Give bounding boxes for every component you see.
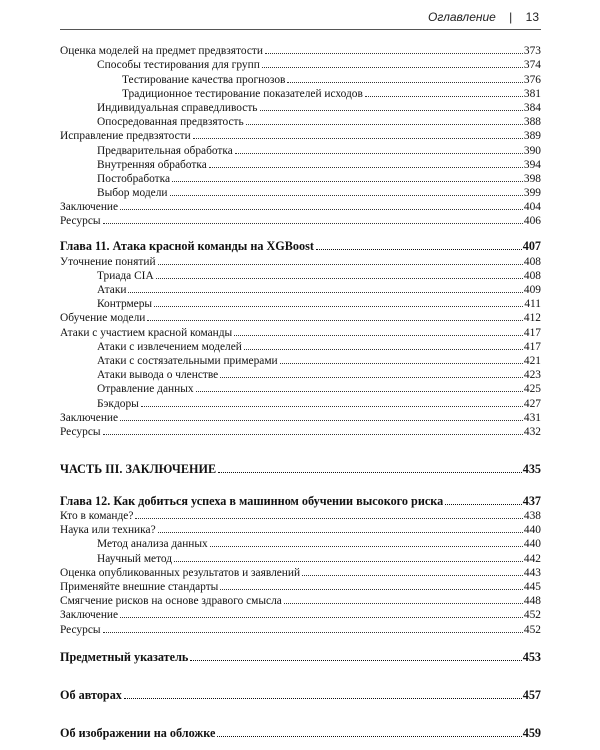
toc-page-number: 394 bbox=[523, 158, 541, 171]
toc-leader bbox=[316, 233, 522, 250]
toc-page-number: 453 bbox=[522, 649, 541, 664]
toc-leader bbox=[158, 249, 523, 264]
toc-entry-title: Уточнение понятий bbox=[60, 255, 156, 268]
toc-leader bbox=[154, 292, 523, 307]
toc-page-number: 440 bbox=[523, 524, 541, 537]
toc-entry-title: Об авторах bbox=[60, 687, 122, 702]
toc-index-entry[interactable] bbox=[60, 644, 541, 664]
toc-page-number: 374 bbox=[523, 59, 541, 72]
toc-leader bbox=[302, 561, 523, 576]
toc-leader bbox=[265, 39, 523, 54]
toc-cover-entry[interactable] bbox=[60, 720, 541, 740]
toc-leader bbox=[234, 320, 523, 335]
toc-chapter-entry[interactable] bbox=[60, 488, 541, 508]
toc-page-number: 388 bbox=[523, 116, 541, 129]
toc-entry-title: Исправление предвзятости bbox=[60, 130, 191, 143]
toc-page-number: 417 bbox=[523, 326, 541, 339]
toc-entry-title: Предметный указатель bbox=[60, 649, 189, 664]
toc-leader bbox=[190, 644, 521, 661]
toc-page-number: 442 bbox=[523, 552, 541, 565]
toc-entry-title: Атаки с извлечением моделей bbox=[97, 340, 242, 353]
toc-entry[interactable] bbox=[60, 195, 541, 214]
header-rule bbox=[60, 29, 541, 30]
toc-entry-title: Ресурсы bbox=[60, 215, 101, 228]
toc-chapter-entry[interactable] bbox=[60, 233, 541, 254]
toc-entry-title: Отравление данных bbox=[97, 383, 194, 396]
toc-part-entry[interactable] bbox=[60, 456, 541, 476]
toc-entry-title: Заключение bbox=[60, 609, 119, 622]
toc-entry-title: Внутренняя обработка bbox=[97, 158, 207, 171]
toc-page-number: 404 bbox=[523, 201, 541, 214]
toc-page-number: 438 bbox=[523, 510, 541, 523]
toc-entry-title: Обучение модели bbox=[60, 312, 146, 325]
toc-leader bbox=[158, 518, 523, 533]
toc-entry-title: Оценка моделей на предмет предвзятости bbox=[60, 45, 263, 58]
toc-leader bbox=[209, 153, 523, 168]
toc-page-number: 408 bbox=[523, 269, 541, 282]
toc-page-number: 421 bbox=[523, 354, 541, 367]
toc-page-number: 448 bbox=[523, 595, 541, 608]
toc-page-number: 411 bbox=[524, 298, 541, 311]
toc-entry-title: Индивидуальная справедливость bbox=[97, 101, 258, 114]
toc-page-number: 384 bbox=[523, 101, 541, 114]
toc-leader bbox=[128, 278, 522, 293]
toc-page-number: 373 bbox=[523, 45, 541, 58]
toc-entry[interactable] bbox=[60, 603, 541, 622]
toc-leader bbox=[172, 167, 523, 182]
toc-leader bbox=[210, 532, 523, 547]
toc-page-number: 381 bbox=[523, 87, 541, 100]
toc-page-number: 440 bbox=[523, 538, 541, 551]
running-header bbox=[0, 10, 539, 28]
toc-leader bbox=[135, 504, 523, 519]
toc-entry-title: Кто в команде? bbox=[60, 510, 134, 523]
toc-leader bbox=[217, 720, 521, 737]
toc-page-number: 437 bbox=[522, 493, 541, 508]
toc-leader bbox=[120, 603, 523, 618]
toc-leader bbox=[103, 420, 523, 435]
toc-page-number: 432 bbox=[523, 425, 541, 438]
toc-page-number: 427 bbox=[523, 397, 541, 410]
toc-entry-title: Метод анализа данных bbox=[97, 538, 208, 551]
toc-entry-title: Триада CIA bbox=[97, 269, 154, 282]
toc-page-number: 445 bbox=[523, 581, 541, 593]
toc-leader bbox=[246, 110, 523, 125]
toc-leader bbox=[124, 682, 522, 699]
toc-page-number: 431 bbox=[523, 411, 541, 424]
toc-page-number: 452 bbox=[523, 623, 541, 636]
toc-leader bbox=[193, 124, 523, 139]
toc-leader bbox=[220, 363, 523, 378]
toc-page-number: 406 bbox=[523, 215, 541, 228]
toc-about-authors-entry[interactable] bbox=[60, 682, 541, 702]
toc-entry[interactable] bbox=[60, 292, 541, 311]
toc-page-number: 390 bbox=[523, 144, 541, 157]
toc-leader bbox=[445, 488, 522, 505]
toc-entry-title: Атаки с состязательными примерами bbox=[97, 354, 278, 367]
toc-entry-title: Выбор модели bbox=[97, 187, 168, 200]
toc-leader bbox=[235, 138, 523, 153]
toc-entry-title: Бэкдоры bbox=[97, 397, 139, 410]
toc-entry[interactable] bbox=[60, 420, 541, 438]
header-separator: | bbox=[509, 10, 513, 24]
toc-leader bbox=[174, 546, 523, 561]
toc-page-number: 409 bbox=[523, 284, 541, 296]
toc-leader bbox=[196, 377, 523, 392]
toc-page-number: 452 bbox=[523, 609, 541, 622]
toc-entry-title: Способы тестирования для групп bbox=[97, 59, 260, 72]
toc-page-number: 423 bbox=[523, 369, 541, 382]
toc-entry-title: Традиционное тестирование показателей исходов bbox=[122, 87, 363, 100]
toc-entry-title: Оценка опубликованных результатов и заявлений bbox=[60, 566, 301, 579]
toc-page-number: 399 bbox=[523, 187, 541, 200]
toc-page-number: 398 bbox=[523, 172, 541, 185]
toc-entry[interactable] bbox=[60, 209, 541, 228]
toc-page-number: 407 bbox=[522, 239, 541, 254]
toc-entry-title: Глава 11. Атака красной команды на XGBoost bbox=[60, 239, 314, 254]
toc-entry[interactable] bbox=[60, 617, 541, 636]
toc-entry-title: Заключение bbox=[60, 201, 119, 214]
toc-entry-title: Заключение bbox=[60, 411, 119, 424]
toc-entry-title: Научный метод bbox=[97, 552, 173, 565]
toc-page-number: 408 bbox=[523, 255, 541, 268]
toc-entry-title: Опосредованная предвзятость bbox=[97, 116, 244, 129]
toc-entry-title: Предварительная обработка bbox=[97, 144, 233, 157]
toc-leader bbox=[103, 617, 523, 632]
toc-leader bbox=[103, 209, 523, 224]
toc-leader bbox=[280, 349, 523, 364]
toc-page-number: 412 bbox=[523, 312, 541, 325]
toc-entry[interactable] bbox=[60, 406, 541, 424]
toc-page-number: 435 bbox=[522, 461, 541, 476]
toc-page-number: 459 bbox=[522, 725, 541, 740]
toc-entry-title: Применяйте внешние стандарты bbox=[60, 581, 219, 593]
toc-entry-title: Атаки с участием красной команды bbox=[60, 326, 233, 339]
toc-leader bbox=[260, 96, 523, 111]
toc-leader bbox=[170, 181, 523, 196]
toc-entry-title: Глава 12. Как добиться успеха в машинном обучении высокого риска bbox=[60, 493, 444, 508]
toc-leader bbox=[218, 456, 522, 473]
toc-page-number: 376 bbox=[523, 73, 541, 86]
toc-entry-title: Об изображении на обложке bbox=[60, 725, 216, 740]
toc-leader bbox=[147, 306, 523, 321]
toc-entry-title: Атаки вывода о членстве bbox=[97, 369, 219, 382]
toc-entry[interactable] bbox=[60, 278, 541, 296]
toc-leader bbox=[365, 82, 523, 97]
toc-leader bbox=[262, 53, 523, 68]
toc-page-number: 457 bbox=[522, 687, 541, 702]
header-page-number: 13 bbox=[525, 10, 539, 24]
toc-leader bbox=[220, 575, 523, 590]
toc-entry-title: Ресурсы bbox=[60, 623, 101, 636]
toc-entry-title: Атаки bbox=[97, 284, 127, 296]
toc-entry-title: Тестирование качества прогнозов bbox=[122, 73, 286, 86]
toc-leader bbox=[287, 67, 522, 82]
table-of-contents bbox=[60, 39, 541, 740]
toc-leader bbox=[156, 264, 523, 279]
toc-page-number: 417 bbox=[523, 340, 541, 353]
toc-leader bbox=[141, 391, 523, 406]
toc-page-number: 443 bbox=[523, 566, 541, 579]
header-title: Оглавление bbox=[428, 10, 496, 24]
toc-entry-title: Смягчение рисков на основе здравого смысла bbox=[60, 595, 282, 608]
toc-page-number: 389 bbox=[523, 130, 541, 143]
toc-leader bbox=[120, 406, 523, 421]
toc-entry-title: Постобработка bbox=[97, 172, 171, 185]
toc-page-number: 425 bbox=[523, 383, 541, 396]
toc-entry-title: Наука или техника? bbox=[60, 524, 156, 537]
toc-entry-title: Контрмеры bbox=[97, 298, 153, 311]
toc-leader bbox=[244, 335, 523, 350]
toc-leader bbox=[120, 195, 523, 210]
toc-entry-title: Ресурсы bbox=[60, 425, 101, 438]
toc-entry[interactable] bbox=[60, 39, 541, 58]
toc-entry-title: ЧАСТЬ III. ЗАКЛЮЧЕНИЕ bbox=[60, 461, 217, 476]
toc-leader bbox=[284, 589, 523, 604]
